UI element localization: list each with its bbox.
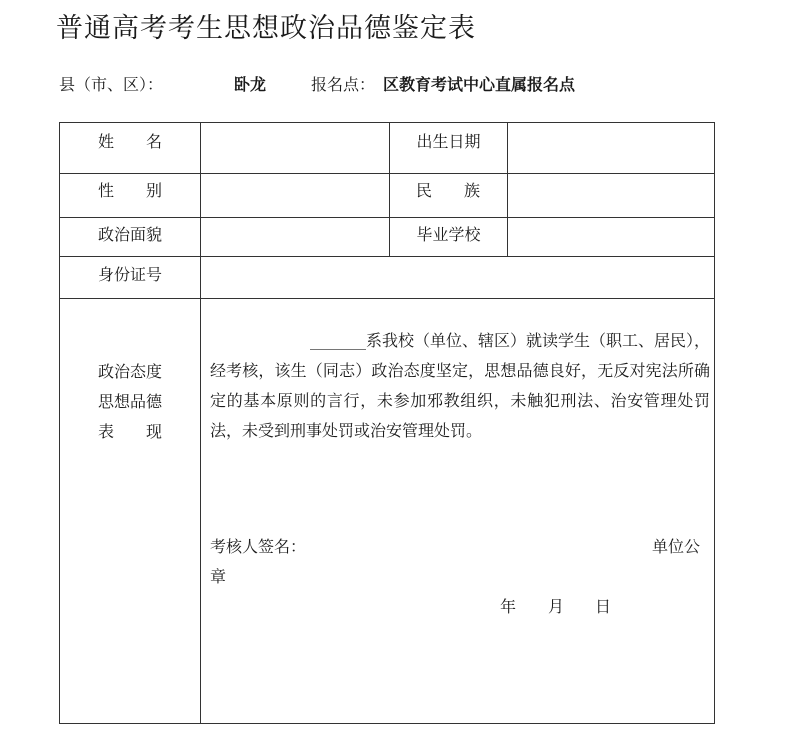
conduct-label [60, 357, 200, 447]
site-label: 报名点： [311, 75, 376, 94]
conduct-statement-text: 系我校（单位、辖区）就读学生（职工、居民），经考核，该生（同志）政治态度坚定，思想品德良好，无反对宪法所确定的基本原则的言行，未参加邪教组织，未触犯刑法、治安管理处罚法，未受到刑事处罚或治安管理处罚。 [210, 331, 711, 440]
date-year-label: 年 [500, 597, 517, 616]
date-month-label: 月 [548, 597, 565, 616]
ethnicity-field[interactable] [508, 174, 714, 217]
unit-seal-label-cont: 章 [210, 567, 227, 586]
conduct-label-line: 思想品德 [97, 392, 162, 411]
examiner-signature-label: 考核人签名： [210, 537, 307, 556]
name-field[interactable] [201, 123, 389, 173]
gender-label [98, 178, 162, 201]
county-value: 卧龙 [234, 75, 267, 94]
ethnicity-label [416, 178, 480, 201]
conduct-label-line: 政治态度 [97, 362, 162, 381]
name-label-char: 姓 [98, 132, 115, 151]
id-number-field[interactable] [201, 257, 714, 298]
birthdate-label: 出生日期 [416, 132, 481, 151]
school-label: 毕业学校 [416, 225, 481, 244]
conduct-statement [210, 326, 710, 446]
student-name-blank[interactable]: _______ [310, 331, 366, 350]
county-label: 县（市、区）： [59, 75, 164, 94]
name-label-char: 名 [145, 132, 162, 151]
ethnicity-label-char: 族 [463, 181, 480, 200]
conduct-label-char: 现 [145, 422, 162, 441]
id-number-label: 身份证号 [97, 265, 162, 284]
gender-label-char: 性 [98, 181, 115, 200]
birthdate-field[interactable] [508, 123, 714, 173]
ethnicity-label-char: 民 [416, 181, 433, 200]
political-status-field[interactable] [201, 218, 389, 256]
gender-label-char: 别 [145, 181, 162, 200]
name-label [98, 129, 162, 152]
conduct-label-char: 表 [98, 422, 115, 441]
site-value: 区教育考试中心直属报名点 [383, 75, 576, 94]
page-title: 普通高考考生思想政治品德鉴定表 [56, 13, 476, 44]
political-status-label: 政治面貌 [97, 225, 162, 244]
conduct-label-line [98, 417, 162, 447]
gender-field[interactable] [201, 174, 389, 217]
school-field[interactable] [508, 218, 714, 256]
appraisal-form-table [59, 122, 715, 724]
row-divider [60, 298, 714, 299]
date-day-label: 日 [595, 597, 612, 616]
unit-seal-label: 单位公 [652, 537, 701, 556]
